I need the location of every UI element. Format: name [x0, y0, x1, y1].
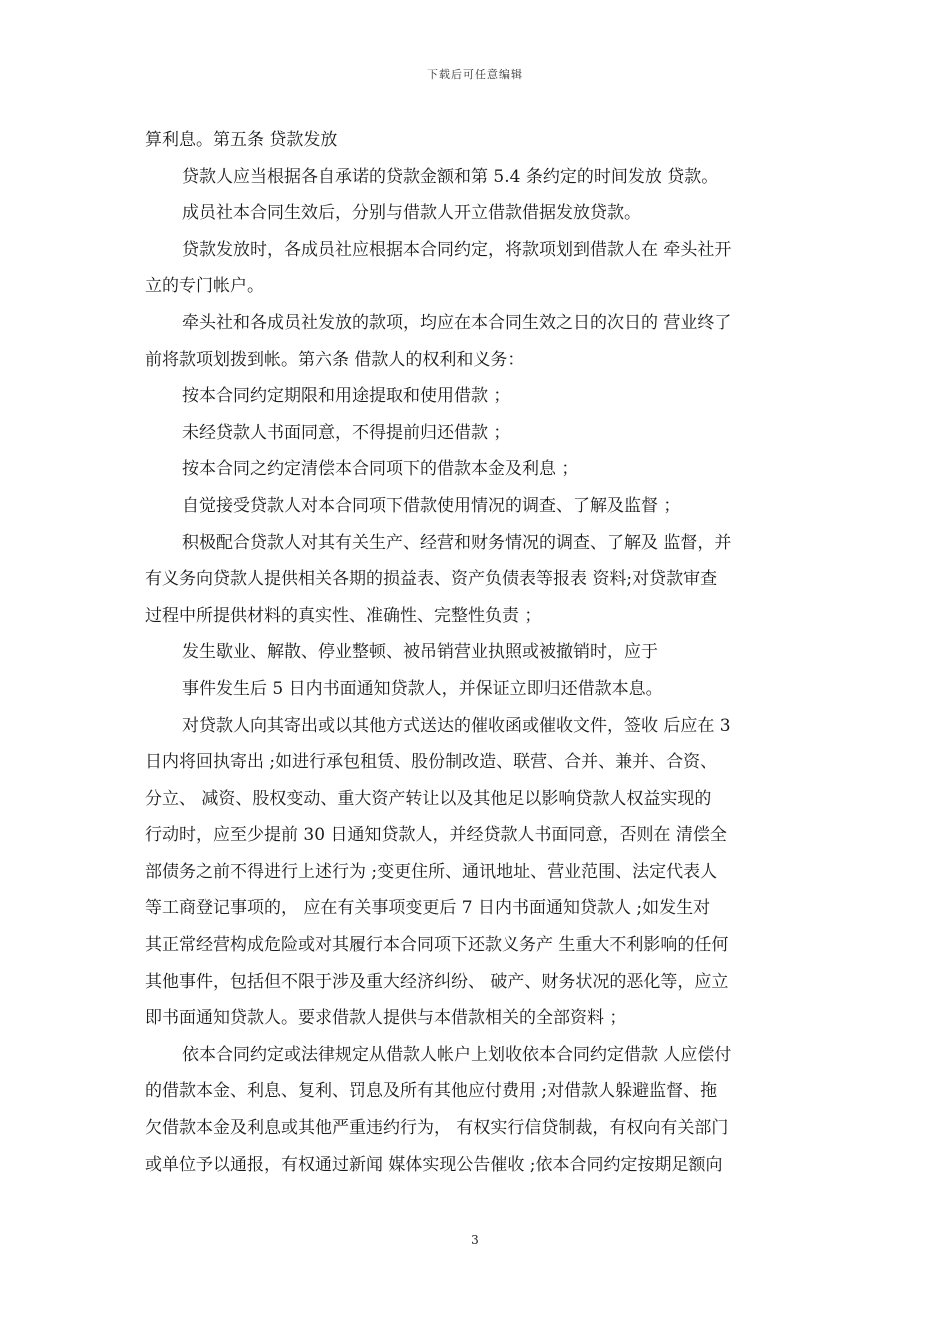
text-line: 的借款本金、利息、复利、罚息及所有其他应付费用 ;对借款人躲避监督、拖: [145, 1081, 718, 1102]
text-line: 发生歇业、解散、停业整顿、被吊销营业执照或被撤销时，应于: [182, 642, 658, 663]
text-line: 前将款项划拨到帐。第六条 借款人的权利和义务：: [145, 349, 525, 370]
text-line: 其他事件，包括但不限于涉及重大经济纠纷、 破产、财务状况的恶化等，应立: [145, 971, 729, 992]
text-line: 自觉接受贷款人对本合同项下借款使用情况的调查、了解及监督 ；: [182, 495, 681, 516]
document-body: [145, 126, 810, 1187]
text-line: 过程中所提供材料的真实性、准确性、完整性负责 ；: [145, 605, 542, 626]
page-number: 3: [471, 1233, 479, 1247]
text-line: 对贷款人向其寄出或以其他方式送达的催收函或催收文件，签收 后应在 3: [182, 715, 731, 736]
text-line: 欠借款本金及利息或其他严重违约行为， 有权实行信贷制裁，有权向有关部门: [145, 1118, 729, 1139]
text-line: 立的专门帐户。: [145, 276, 264, 297]
text-line: 贷款人应当根据各自承诺的贷款金额和第 5.4 条约定的时间发放 贷款。: [182, 166, 719, 187]
page-header: 下载后可任意编辑: [427, 68, 523, 81]
text-line: 牵头社和各成员社发放的款项，均应在本合同生效之日的次日的 营业终了: [182, 312, 732, 333]
text-line: 即书面通知贷款人。要求借款人提供与本借款相关的全部资料 ；: [145, 1008, 627, 1029]
text-line: 部债务之前不得进行上述行为 ;变更住所、通讯地址、营业范围、法定代表人: [145, 861, 718, 882]
text-line: 算利息。第五条 贷款发放: [145, 130, 338, 150]
text-line: 贷款发放时，各成员社应根据本合同约定，将款项划到借款人在 牵头社开: [182, 239, 732, 260]
text-line: 或单位予以通报，有权通过新闻 媒体实现公告催收 ;依本合同约定按期足额向: [145, 1154, 723, 1175]
text-line: 积极配合贷款人对其有关生产、经营和财务情况的调查、了解及 监督，并: [182, 532, 732, 553]
text-line: 事件发生后 5 日内书面通知贷款人，并保证立即归还借款本息。: [182, 678, 663, 699]
text-line: 成员社本合同生效后，分别与借款人开立借款借据发放贷款。: [182, 203, 641, 224]
text-line: 按本合同约定期限和用途提取和使用借款 ；: [182, 386, 511, 407]
text-line: 有义务向贷款人提供相关各期的损益表、资产负债表等报表 资料;对贷款审查: [145, 569, 718, 590]
text-line: 其正常经营构成危险或对其履行本合同项下还款义务产 生重大不利影响的任何: [145, 935, 729, 956]
text-line: 依本合同约定或法律规定从借款人帐户上划收依本合同约定借款 人应偿付: [182, 1044, 732, 1065]
text-line: 等工商登记事项的， 应在有关事项变更后 7 日内书面通知贷款人 ;如发生对: [145, 898, 711, 919]
text-line: 分立、 减资、股权变动、重大资产转让以及其他足以影响贷款人权益实现的: [145, 788, 712, 809]
text-line: 未经贷款人书面同意，不得提前归还借款 ；: [182, 422, 511, 443]
text-line: 日内将回执寄出 ;如进行承包租赁、股份制改造、联营、合并、兼并、合资、: [145, 752, 718, 773]
text-line: 行动时，应至少提前 30 日通知贷款人，并经贷款人书面同意，否则在 清偿全: [145, 825, 727, 846]
text-line: 按本合同之约定清偿本合同项下的借款本金及利息 ；: [182, 459, 579, 480]
